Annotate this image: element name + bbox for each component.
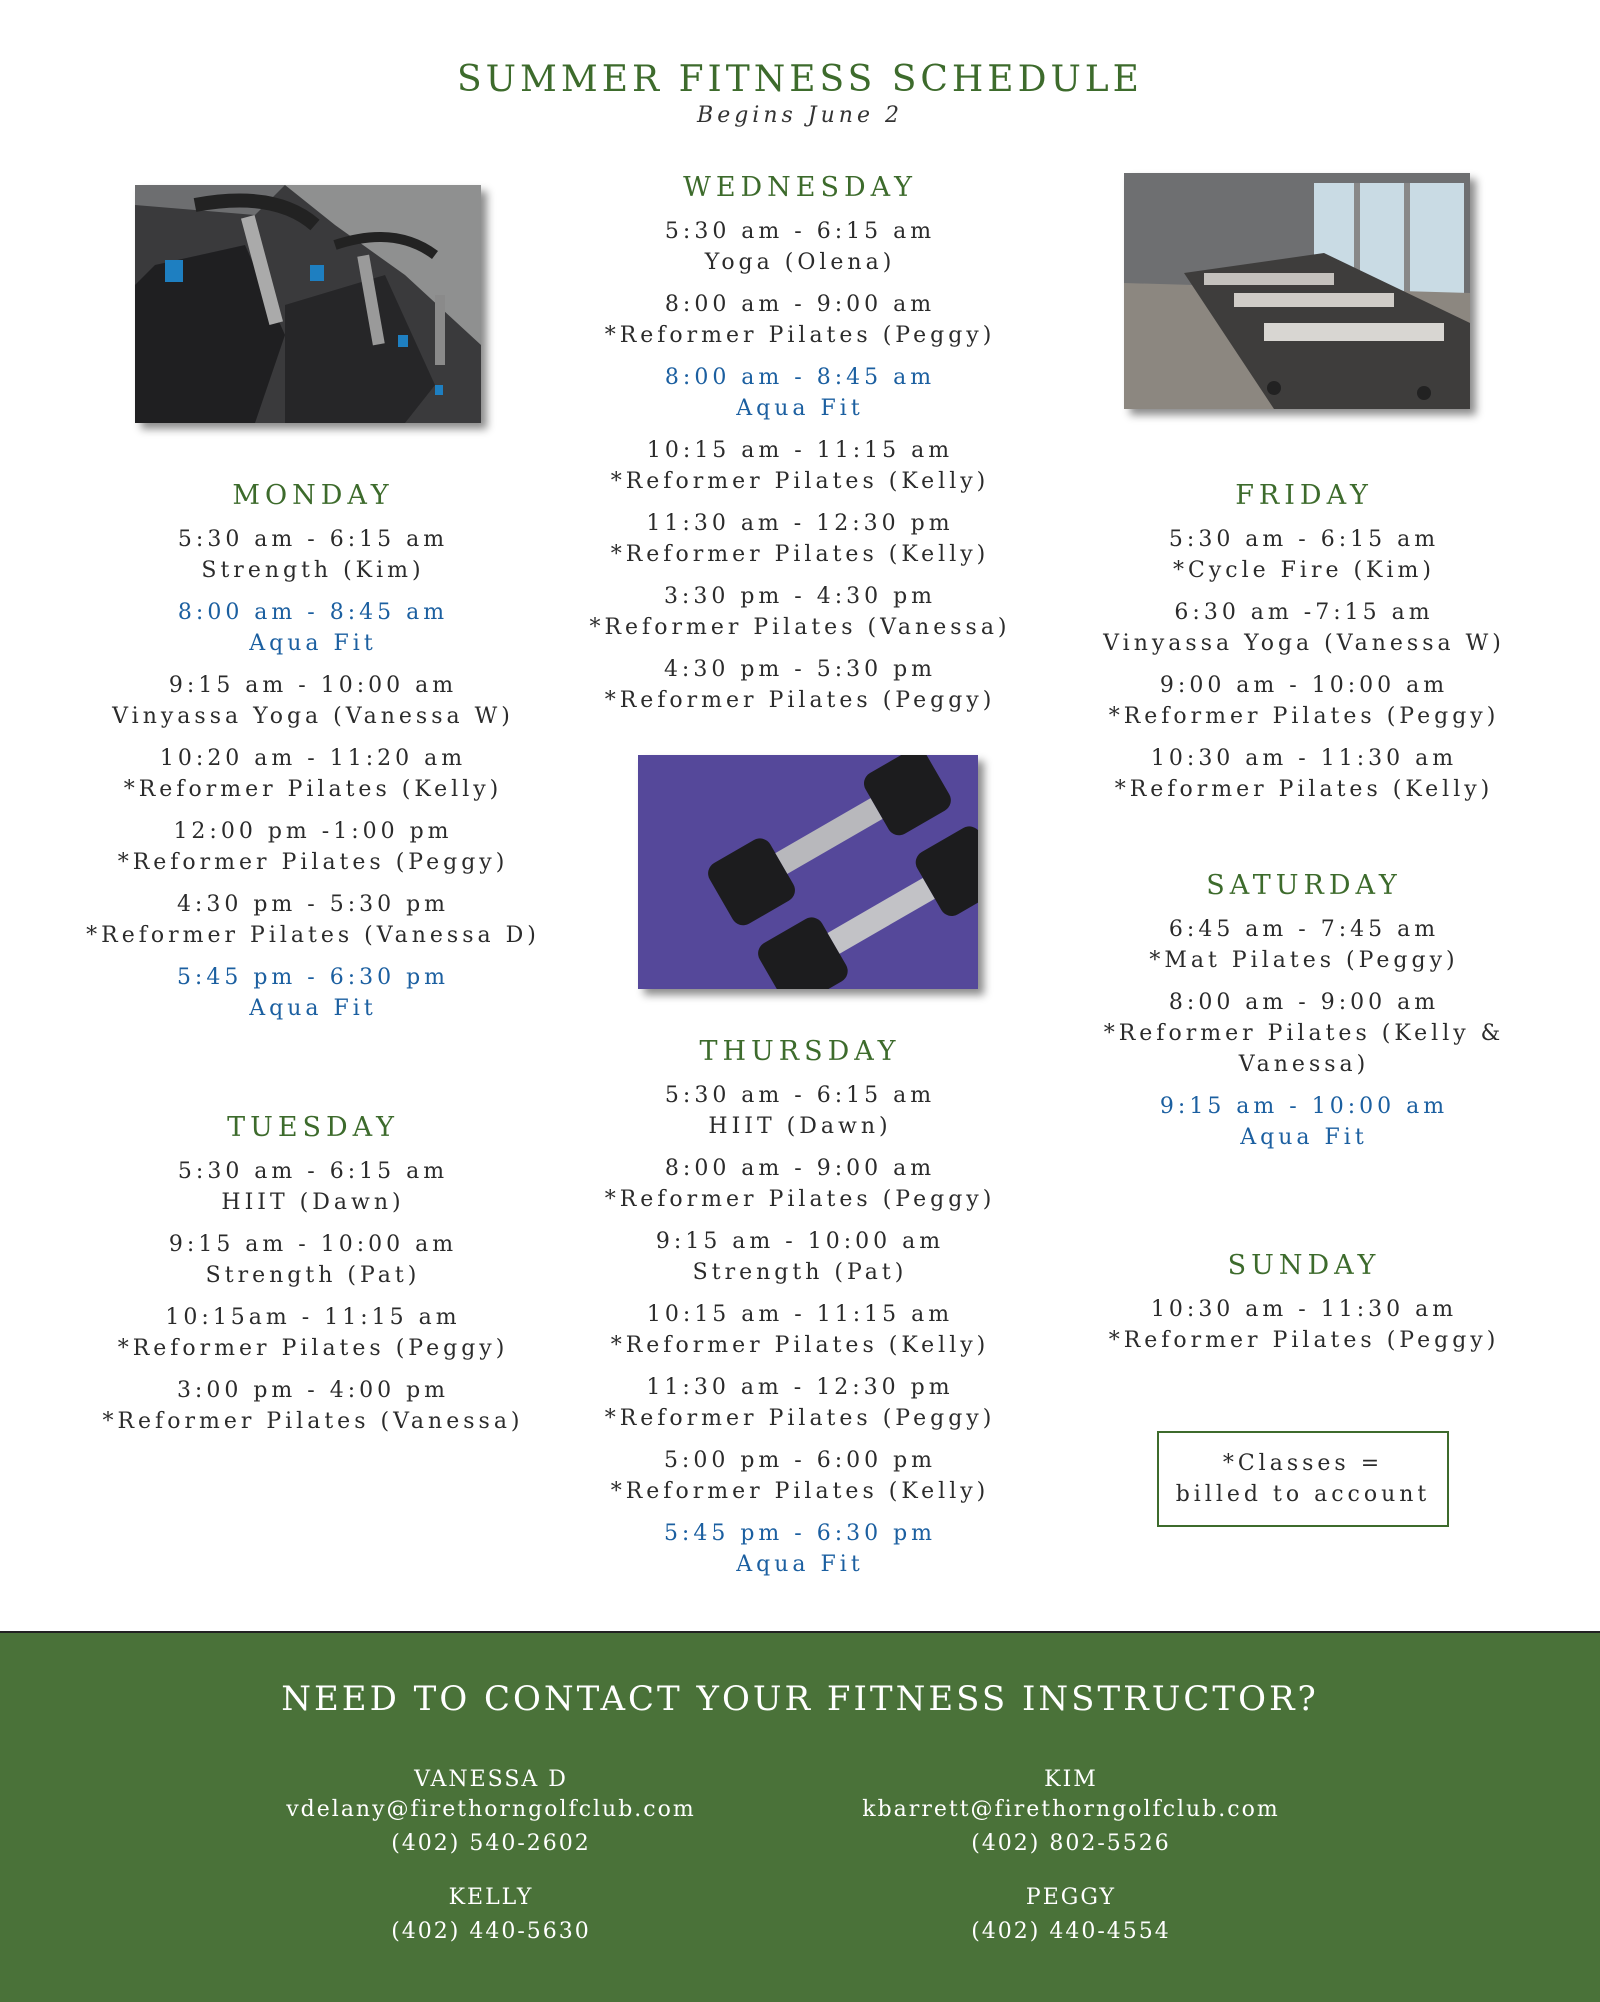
class-entry-aqua bbox=[540, 1518, 1060, 1580]
class-entry bbox=[540, 508, 1060, 570]
class-time: 3:30 pm - 4:30 pm bbox=[663, 584, 937, 609]
class-time: 10:15 am - 11:15 am bbox=[646, 1302, 954, 1327]
class-entry bbox=[53, 816, 573, 878]
day-wednesday bbox=[540, 170, 1060, 727]
class-name: *Reformer Pilates (Kelly & bbox=[1103, 1021, 1505, 1046]
class-name: *Reformer Pilates (Peggy) bbox=[117, 1336, 509, 1361]
class-name: *Reformer Pilates (Kelly) bbox=[123, 777, 503, 802]
class-name: *Reformer Pilates (Kelly) bbox=[610, 1479, 990, 1504]
day-name: SATURDAY bbox=[1206, 870, 1402, 901]
class-name: *Reformer Pilates (Vanessa D) bbox=[86, 923, 540, 948]
class-time: 5:00 pm - 6:00 pm bbox=[663, 1448, 937, 1473]
class-name: Strength (Kim) bbox=[201, 558, 425, 583]
class-time: 6:30 am -7:15 am bbox=[1174, 600, 1434, 625]
class-name: Aqua Fit bbox=[1240, 1125, 1368, 1150]
class-name: *Reformer Pilates (Kelly) bbox=[610, 1333, 990, 1358]
billing-note-line2: billed to account bbox=[1175, 1482, 1431, 1507]
class-entry-aqua bbox=[1044, 1091, 1564, 1153]
class-time: 8:00 am - 8:45 am bbox=[177, 600, 449, 625]
class-entry bbox=[53, 1229, 573, 1291]
class-entry-aqua bbox=[53, 962, 573, 1024]
class-entry bbox=[1044, 524, 1564, 586]
day-thursday bbox=[540, 1034, 1060, 1591]
class-name: Yoga (Olena) bbox=[704, 250, 896, 275]
class-time: 5:45 pm - 6:30 pm bbox=[176, 965, 450, 990]
class-time: 5:30 am - 6:15 am bbox=[177, 527, 449, 552]
pilates-reformer-photo bbox=[1124, 173, 1470, 409]
class-time: 10:30 am - 11:30 am bbox=[1150, 1297, 1458, 1322]
class-entry bbox=[540, 1226, 1060, 1288]
class-time: 4:30 pm - 5:30 pm bbox=[176, 892, 450, 917]
class-name: *Reformer Pilates (Peggy) bbox=[604, 1406, 996, 1431]
class-time: 8:00 am - 8:45 am bbox=[664, 365, 936, 390]
class-name: *Reformer Pilates (Kelly) bbox=[610, 542, 990, 567]
day-name: FRIDAY bbox=[1235, 480, 1373, 511]
spin-bikes-photo bbox=[135, 185, 481, 423]
day-friday bbox=[1044, 478, 1564, 816]
class-time: 10:15am - 11:15 am bbox=[165, 1305, 461, 1330]
class-name: *Reformer Pilates (Peggy) bbox=[117, 850, 509, 875]
class-entry bbox=[540, 1299, 1060, 1361]
contact-name: KIM bbox=[1044, 1767, 1098, 1792]
footer-title: NEED TO CONTACT YOUR FITNESS INSTRUCTOR? bbox=[281, 1679, 1319, 1719]
class-entry bbox=[1044, 987, 1564, 1080]
page-subtitle: Begins June 2 bbox=[697, 103, 903, 128]
class-time: 9:15 am - 10:00 am bbox=[168, 673, 458, 698]
class-time: 5:30 am - 6:15 am bbox=[664, 1083, 936, 1108]
page-header bbox=[0, 58, 1600, 130]
class-entry bbox=[1044, 914, 1564, 976]
day-monday bbox=[53, 478, 573, 1035]
day-name: MONDAY bbox=[232, 480, 394, 511]
class-time: 9:00 am - 10:00 am bbox=[1159, 673, 1449, 698]
class-entry bbox=[540, 654, 1060, 716]
class-time: 10:15 am - 11:15 am bbox=[646, 438, 954, 463]
class-name-continued: Vanessa) bbox=[1238, 1052, 1370, 1077]
class-time: 11:30 am - 12:30 pm bbox=[646, 511, 954, 536]
class-name: Vinyassa Yoga (Vanessa W) bbox=[112, 704, 514, 729]
class-name: *Reformer Pilates (Peggy) bbox=[604, 688, 996, 713]
class-time: 5:30 am - 6:15 am bbox=[1168, 527, 1440, 552]
day-name: WEDNESDAY bbox=[683, 172, 917, 203]
class-name: *Reformer Pilates (Vanessa) bbox=[102, 1409, 524, 1434]
class-time: 5:30 am - 6:15 am bbox=[664, 219, 936, 244]
class-name: *Reformer Pilates (Kelly) bbox=[610, 469, 990, 494]
contact-email[interactable]: kbarrett@firethorngolfclub.com bbox=[862, 1797, 1280, 1822]
page-title: SUMMER FITNESS SCHEDULE bbox=[457, 59, 1143, 100]
contact-phone[interactable]: (402) 540-2602 bbox=[391, 1831, 591, 1856]
class-entry bbox=[53, 1156, 573, 1218]
day-name: TUESDAY bbox=[227, 1112, 399, 1143]
class-time: 3:00 pm - 4:00 pm bbox=[176, 1378, 450, 1403]
class-entry bbox=[540, 289, 1060, 351]
contact-name: PEGGY bbox=[1025, 1885, 1117, 1910]
billing-note-line1: *Classes = bbox=[1222, 1451, 1384, 1476]
day-name: THURSDAY bbox=[699, 1036, 901, 1067]
contact-vanessa-d bbox=[241, 1765, 741, 1859]
class-entry bbox=[540, 581, 1060, 643]
contact-footer bbox=[0, 1631, 1600, 2002]
class-time: 6:45 am - 7:45 am bbox=[1168, 917, 1440, 942]
day-tuesday bbox=[53, 1110, 573, 1448]
day-sunday bbox=[1044, 1248, 1564, 1367]
class-name: HIIT (Dawn) bbox=[221, 1190, 405, 1215]
contact-peggy bbox=[821, 1883, 1321, 1947]
class-name: Strength (Pat) bbox=[205, 1263, 421, 1288]
class-time: 10:20 am - 11:20 am bbox=[159, 746, 467, 771]
class-time: 9:15 am - 10:00 am bbox=[168, 1232, 458, 1257]
class-time: 10:30 am - 11:30 am bbox=[1150, 746, 1458, 771]
class-name: *Reformer Pilates (Peggy) bbox=[604, 1187, 996, 1212]
class-name: *Reformer Pilates (Peggy) bbox=[1108, 704, 1500, 729]
class-entry bbox=[540, 1445, 1060, 1507]
class-time: 8:00 am - 9:00 am bbox=[664, 1156, 936, 1181]
class-time: 5:45 pm - 6:30 pm bbox=[663, 1521, 937, 1546]
class-time: 5:30 am - 6:15 am bbox=[177, 1159, 449, 1184]
class-name: *Cycle Fire (Kim) bbox=[1173, 558, 1435, 583]
class-entry bbox=[540, 1372, 1060, 1434]
contact-kelly bbox=[241, 1883, 741, 1947]
billing-note bbox=[1157, 1431, 1449, 1527]
class-entry bbox=[1044, 670, 1564, 732]
day-name: SUNDAY bbox=[1227, 1250, 1381, 1281]
class-name: Vinyassa Yoga (Vanessa W) bbox=[1103, 631, 1505, 656]
class-entry bbox=[540, 435, 1060, 497]
class-name: *Reformer Pilates (Peggy) bbox=[604, 323, 996, 348]
day-saturday bbox=[1044, 868, 1564, 1164]
class-name: Aqua Fit bbox=[736, 396, 864, 421]
class-name: *Reformer Pilates (Vanessa) bbox=[589, 615, 1011, 640]
class-entry bbox=[1044, 1294, 1564, 1356]
dumbbells-photo bbox=[638, 755, 978, 989]
class-entry bbox=[1044, 743, 1564, 805]
class-entry-aqua bbox=[53, 597, 573, 659]
class-time: 4:30 pm - 5:30 pm bbox=[663, 657, 937, 682]
class-entry bbox=[540, 1153, 1060, 1215]
class-time: 9:15 am - 10:00 am bbox=[655, 1229, 945, 1254]
class-time: 8:00 am - 9:00 am bbox=[664, 292, 936, 317]
class-entry bbox=[53, 670, 573, 732]
class-name: Strength (Pat) bbox=[692, 1260, 908, 1285]
contact-name: KELLY bbox=[448, 1885, 534, 1910]
class-name: *Reformer Pilates (Kelly) bbox=[1114, 777, 1494, 802]
class-name: Aqua Fit bbox=[249, 996, 377, 1021]
contact-name: VANESSA D bbox=[414, 1767, 568, 1792]
class-entry bbox=[53, 743, 573, 805]
contact-kim bbox=[821, 1765, 1321, 1859]
contact-phone[interactable]: (402) 440-5630 bbox=[391, 1919, 591, 1944]
class-entry bbox=[540, 1080, 1060, 1142]
class-name: *Reformer Pilates (Peggy) bbox=[1108, 1328, 1500, 1353]
class-name: Aqua Fit bbox=[736, 1552, 864, 1577]
class-entry bbox=[53, 889, 573, 951]
class-name: *Mat Pilates (Peggy) bbox=[1149, 948, 1459, 973]
class-entry bbox=[1044, 597, 1564, 659]
contact-phone[interactable]: (402) 440-4554 bbox=[971, 1919, 1171, 1944]
class-entry bbox=[53, 1302, 573, 1364]
class-entry bbox=[53, 524, 573, 586]
class-entry bbox=[53, 1375, 573, 1437]
class-entry bbox=[540, 216, 1060, 278]
class-time: 12:00 pm -1:00 pm bbox=[173, 819, 453, 844]
class-name: HIIT (Dawn) bbox=[708, 1114, 892, 1139]
class-time: 9:15 am - 10:00 am bbox=[1159, 1094, 1449, 1119]
class-time: 11:30 am - 12:30 pm bbox=[646, 1375, 954, 1400]
class-time: 8:00 am - 9:00 am bbox=[1168, 990, 1440, 1015]
class-entry-aqua bbox=[540, 362, 1060, 424]
contact-phone[interactable]: (402) 802-5526 bbox=[971, 1831, 1171, 1856]
class-name: Aqua Fit bbox=[249, 631, 377, 656]
contact-email[interactable]: vdelany@firethorngolfclub.com bbox=[286, 1797, 696, 1822]
